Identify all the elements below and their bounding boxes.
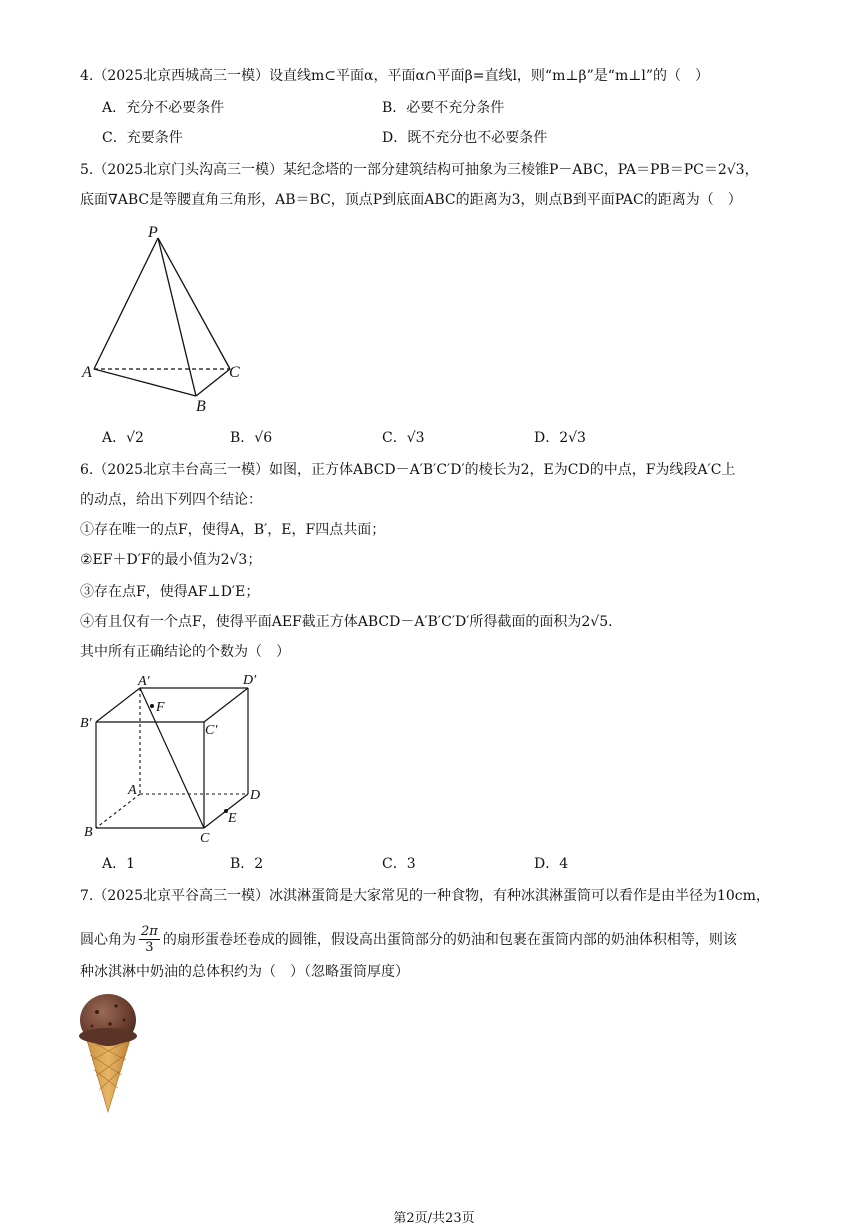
q5-stem-line1: 5.（2025北京门头沟高三一模）某纪念塔的一部分建筑结构可抽象为三棱锥P－ABC，PA＝PB＝PC＝2√3， xyxy=(80,162,759,178)
cube-label-d: D xyxy=(250,788,261,803)
cube-label-c1: C′ xyxy=(205,723,218,738)
edge-bc xyxy=(196,369,230,396)
cube-label-a: A xyxy=(128,783,137,798)
q5-option-d: D．2√3 xyxy=(534,430,586,446)
label-p: P xyxy=(148,224,158,241)
label-c: C xyxy=(229,364,240,381)
q5-option-c: C．√3 xyxy=(382,430,425,446)
cube-edges xyxy=(96,688,248,828)
cube-label-a1: A′ xyxy=(138,674,150,689)
page-number: 第2页/共23页 xyxy=(393,1211,475,1226)
cube-label-f: F xyxy=(156,700,165,715)
q7-fraction-num: 2π xyxy=(141,924,158,939)
q4-option-a: A．充分不必要条件 xyxy=(102,100,225,116)
q5-option-b: B．√6 xyxy=(230,430,273,446)
q6-option-d: D．4 xyxy=(534,856,569,872)
pyramid-edges xyxy=(94,238,230,396)
q5-stem-line2: 底面∇ABC是等腰直角三角形，AB＝BC，顶点P到底面ABC的距离为3，则点B到平面PAC的距离为（ ） xyxy=(80,192,742,208)
q6-question: 其中所有正确结论的个数为（ ） xyxy=(80,644,290,660)
point-e xyxy=(224,809,228,813)
q4-option-b: B．必要不充分条件 xyxy=(382,100,505,116)
q6-option-c: C．3 xyxy=(382,856,416,872)
q7-stem-line2 xyxy=(80,924,737,955)
cube-label-c: C xyxy=(200,831,210,846)
cube-label-b: B xyxy=(84,825,93,840)
edge-ab xyxy=(94,369,196,396)
q6-option-a: A．1 xyxy=(102,856,136,872)
q4-option-d: D．既不充分也不必要条件 xyxy=(382,130,548,146)
point-f xyxy=(150,704,154,708)
cube-hidden-edges xyxy=(96,688,248,828)
label-b: B xyxy=(196,398,206,415)
edge-pb xyxy=(158,238,196,396)
ice-cream-image xyxy=(79,994,137,1112)
q6-conclusion-3: ③存在点F，使得AF⊥D′E； xyxy=(80,584,260,600)
q6-option-b: B．2 xyxy=(230,856,264,872)
q6-stem-line2: 的动点，给出下列四个结论： xyxy=(80,492,262,508)
q7-line2-pre: 圆心角为 xyxy=(80,931,136,948)
q7-fraction-den: 3 xyxy=(145,940,154,955)
q6-conclusion-2: ②EF＋D′F的最小值为2√3； xyxy=(80,552,262,568)
q6-conclusion-1: ①存在唯一的点F，使得A，B′，E，F四点共面； xyxy=(80,522,386,538)
q4-stem: 4.（2025北京西城高三一模）设直线m⊂平面α，平面α∩平面β=直线l，则“m⊥β”是“m⊥l”的（ ） xyxy=(80,68,710,84)
q6-conclusion-4: ④有且仅有一个点F，使得平面AEF截正方体ABCD－A′B′C′D′所得截面的面积为2√5． xyxy=(80,614,623,630)
q7-stem-line3: 种冰淇淋中奶油的总体积约为（ ）（忽略蛋筒厚度） xyxy=(80,964,409,980)
cube-label-e: E xyxy=(228,811,237,826)
q7-line2-post: 的扇形蛋卷坯卷成的圆锥，假设高出蛋筒部分的奶油和包裹在蛋筒内部的奶油体积相等，则该 xyxy=(162,931,737,948)
q7-fraction xyxy=(139,924,160,955)
edge-pa xyxy=(94,238,158,369)
q4-option-c: C．充要条件 xyxy=(102,130,183,146)
q5-option-a: A．√2 xyxy=(102,430,144,446)
q6-stem-line1: 6.（2025北京丰台高三一模）如图，正方体ABCD－A′B′C′D′的棱长为2，E为CD的中点，F为线段A′C上 xyxy=(80,462,736,478)
label-a: A xyxy=(82,364,92,381)
q7-stem-line1: 7.（2025北京平谷高三一模）冰淇淋蛋筒是大家常见的一种食物，有种冰淇淋蛋筒可以看作是由半径为10cm， xyxy=(80,888,770,904)
cube-label-b1: B′ xyxy=(80,716,92,731)
cube-label-d1: D′ xyxy=(243,673,257,688)
edge-pc xyxy=(158,238,230,369)
